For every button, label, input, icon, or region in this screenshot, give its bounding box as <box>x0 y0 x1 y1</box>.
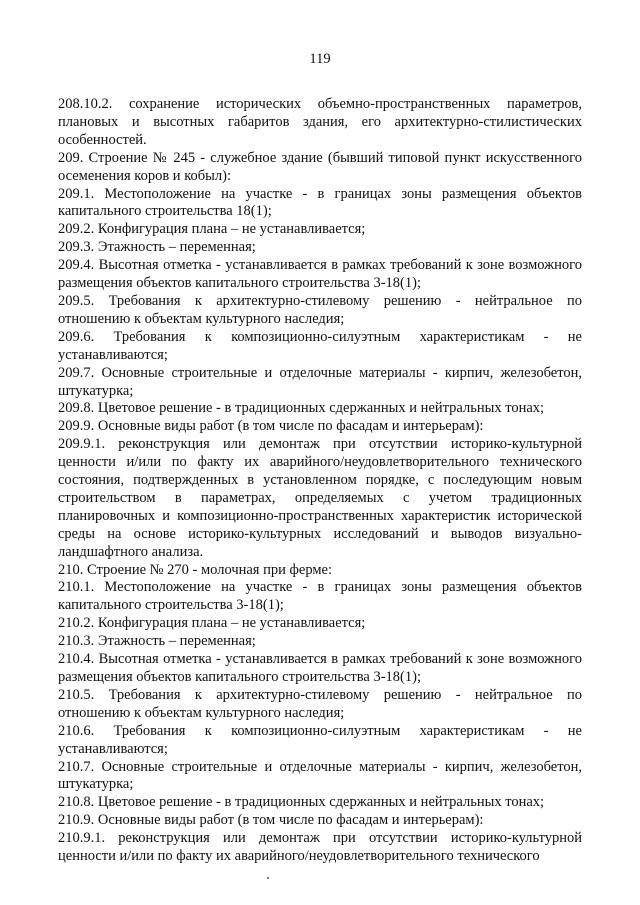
scan-speck <box>267 877 269 879</box>
paragraph-209-1: 209.1. Местоположение на участке - в границах зоны размещения объектов капитального строительства 18(1); <box>58 185 582 220</box>
paragraph-209-5: 209.5. Требования к архитектурно-стилевому решению - нейтральное по отношению к объектам культурного наследия; <box>58 292 582 327</box>
paragraph-209-9-1: 209.9.1. реконструкция или демонтаж при отсутствии историко-культурной ценности и/или по факту их аварийного/неудовлетворительного технического состояния, подтвержденных в установленном порядке, с последующим новым строительством в параметрах, определяемых с учетом традиционных планировочных и композиционно-пространственных характеристик исторической среды на основе историко-культурных исследований и выводов визуально-ландшафтного анализа. <box>58 436 582 560</box>
paragraph-210-7: 210.7. Основные строительные и отделочные материалы - кирпич, железобетон, штукатурка; <box>58 758 582 793</box>
paragraph-210-9: 210.9. Основные виды работ (в том числе по фасадам и интерьерам): <box>58 812 484 829</box>
paragraph-209-9: 209.9. Основные виды работ (в том числе по фасадам и интерьерам): <box>58 418 484 435</box>
page-number: 119 <box>309 51 331 67</box>
paragraph-210-4: 210.4. Высотная отметка - устанавливается в рамках требований к зоне возможного размещения объектов капитального строительства 3-18(1); <box>58 651 582 685</box>
paragraph-209: 209. Строение № 245 - служебное здание (бывший типовой пункт искусственного осеменения коров и кобыл): <box>58 149 582 184</box>
paragraph-210: 210. Строение № 270 - молочная при ферме: <box>58 561 332 578</box>
document-body <box>58 96 582 866</box>
paragraph-210-8: 210.8. Цветовое решение - в традиционных сдержанных и нейтральных тонах; <box>58 794 545 811</box>
paragraph-210-3: 210.3. Этажность – переменная; <box>58 633 256 650</box>
paragraph-209-4: 209.4. Высотная отметка - устанавливается в рамках требований к зоне возможного размещения объектов капитального строительства 3-18(1); <box>58 257 582 292</box>
paragraph-210-6: 210.6. Требования к композиционно-силуэтным характеристикам - не устанавливаются; <box>58 722 582 757</box>
paragraph-209-3: 209.3. Этажность – переменная; <box>58 239 256 256</box>
paragraph-209-6: 209.6. Требования к композиционно-силуэтным характеристикам - не устанавливаются; <box>58 328 582 363</box>
paragraph-209-8: 209.8. Цветовое решение - в традиционных сдержанных и нейтральных тонах; <box>58 400 545 417</box>
paragraph-210-9-1: 210.9.1. реконструкция или демонтаж при отсутствии историко-культурной ценности и/или по факту их аварийного/неудовлетворительного технического <box>58 830 582 865</box>
paragraph-209-7: 209.7. Основные строительные и отделочные материалы - кирпич, железобетон, штукатурка; <box>58 364 582 399</box>
paragraph-210-2: 210.2. Конфигурация плана – не устанавливается; <box>58 615 366 632</box>
paragraph-208-10-2: 208.10.2. сохранение исторических объемно-пространственных параметров, плановых и высотных габаритов здания, его архитектурно-стилистических особенностей. <box>58 96 582 148</box>
paragraph-210-5: 210.5. Требования к архитектурно-стилевому решению - нейтральное по отношению к объектам культурного наследия; <box>58 686 582 721</box>
paragraph-209-2: 209.2. Конфигурация плана – не устанавливается; <box>58 221 366 238</box>
paragraph-210-1: 210.1. Местоположение на участке - в границах зоны размещения объектов капитального строительства 3-18(1); <box>58 579 582 614</box>
